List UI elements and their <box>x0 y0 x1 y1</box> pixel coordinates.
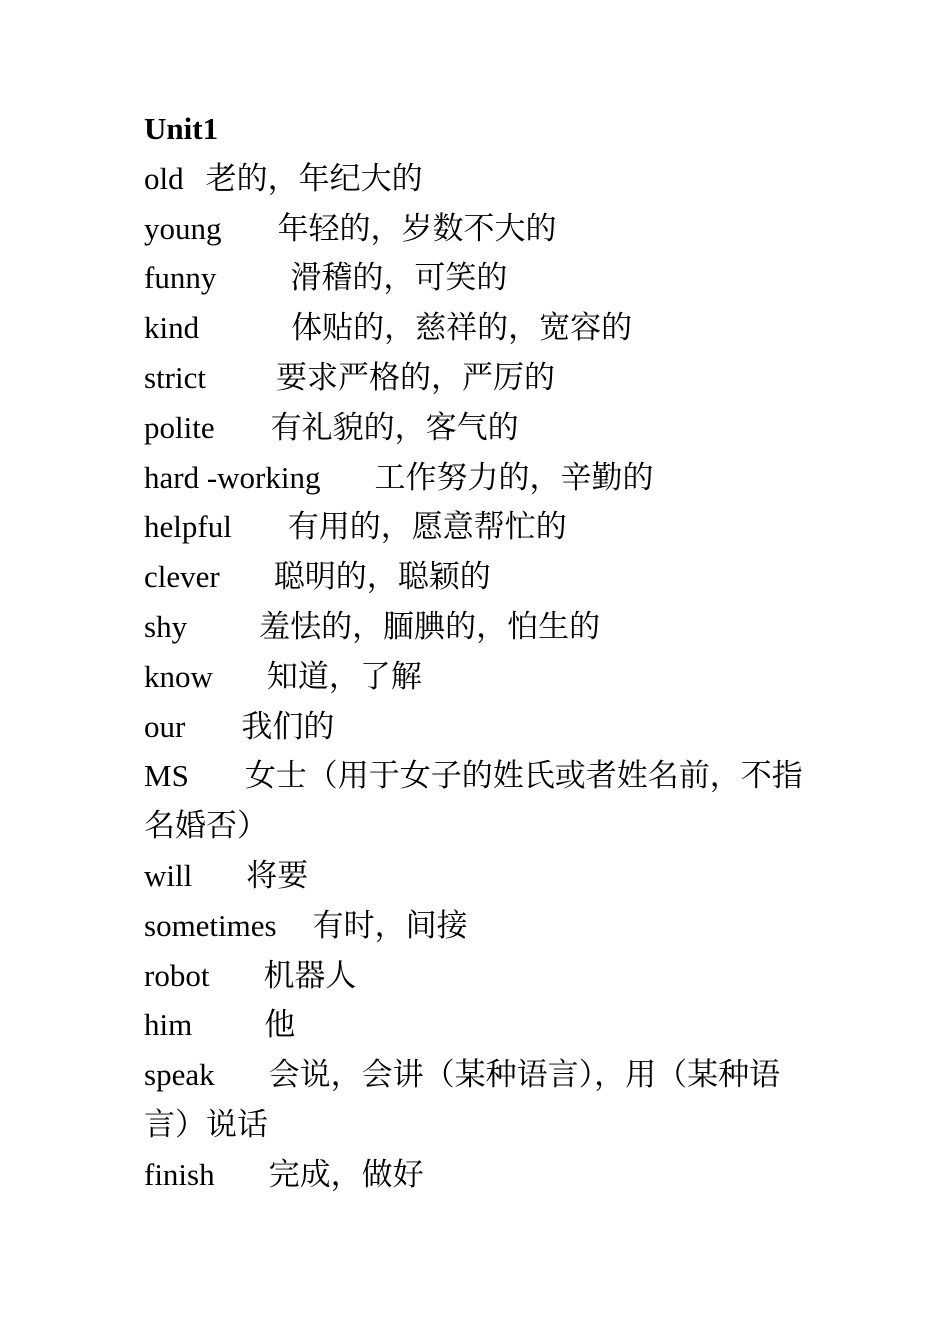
vocab-entry-our <box>144 702 824 752</box>
vocab-word: him <box>144 1007 193 1043</box>
vocab-word: young <box>144 210 222 246</box>
vocab-word: hard -working <box>144 459 321 495</box>
vocab-meaning: 老的，年纪大的 <box>205 160 423 196</box>
vocab-meaning: 有时，间接 <box>312 907 468 943</box>
vocab-entry-helpful <box>144 502 824 552</box>
vocab-word: funny <box>144 260 217 296</box>
vocab-entry-old <box>144 154 824 204</box>
vocabulary-page <box>144 104 824 1200</box>
vocab-meaning: 工作努力的，辛勤的 <box>374 459 654 495</box>
vocab-word: shy <box>144 608 188 644</box>
vocab-word: old <box>144 160 184 196</box>
vocab-meaning: 机器人 <box>263 957 357 993</box>
vocab-entry-funny <box>144 253 824 303</box>
vocab-entry-know <box>144 652 824 702</box>
vocab-word: polite <box>144 409 215 445</box>
vocab-meaning: 聪明的，聪颖的 <box>273 559 491 595</box>
vocab-meaning: 有用的，愿意帮忙的 <box>287 509 567 545</box>
vocab-entry-hard-working <box>144 453 824 503</box>
vocab-entry-finish <box>144 1150 824 1200</box>
vocab-meaning: 会说，会讲（某种语言），用（某种语言）说话 <box>144 1057 781 1142</box>
vocab-meaning: 女士（用于女子的姓氏或者姓名前，不指名婚否） <box>144 758 803 844</box>
vocab-meaning: 将要 <box>246 857 309 893</box>
vocab-word: sometimes <box>144 907 277 943</box>
vocab-meaning: 我们的 <box>241 708 335 744</box>
vocab-word: MS <box>144 758 189 794</box>
unit-title: Unit1 <box>144 111 219 146</box>
vocab-meaning: 滑稽的，可笑的 <box>290 260 508 296</box>
vocab-meaning: 完成，做好 <box>268 1156 424 1192</box>
vocab-meaning: 羞怯的，腼腆的，怕生的 <box>259 608 601 644</box>
vocab-entry-speak <box>144 1050 824 1150</box>
vocab-word: our <box>144 708 186 744</box>
vocab-entry-strict <box>144 353 824 403</box>
vocab-entry-him <box>144 1000 824 1050</box>
vocab-entry-young <box>144 204 824 254</box>
vocab-entry-robot <box>144 951 824 1001</box>
vocab-meaning: 体贴的，慈祥的，宽容的 <box>291 310 633 346</box>
vocab-word: kind <box>144 310 200 346</box>
vocab-word: finish <box>144 1156 215 1192</box>
vocab-word: will <box>144 857 193 893</box>
vocab-meaning: 年轻的，岁数不大的 <box>277 210 557 246</box>
vocab-entry-clever <box>144 552 824 602</box>
vocab-word: clever <box>144 559 220 595</box>
vocab-meaning: 要求严格的，严厉的 <box>276 359 555 395</box>
vocab-entry-kind <box>144 303 824 353</box>
vocab-word: strict <box>144 359 206 395</box>
vocab-entry-will <box>144 851 824 901</box>
vocab-entry-shy <box>144 602 824 652</box>
vocab-entry-polite <box>144 403 824 453</box>
vocab-word: know <box>144 658 213 694</box>
vocab-entry-sometimes <box>144 901 824 951</box>
vocab-entry-ms <box>144 751 824 851</box>
vocab-word: speak <box>144 1057 215 1093</box>
vocab-meaning: 知道，了解 <box>266 658 422 694</box>
vocab-meaning: 有礼貌的，客气的 <box>270 409 519 445</box>
vocab-word: helpful <box>144 509 232 545</box>
vocab-meaning: 他 <box>264 1007 296 1043</box>
vocab-word: robot <box>144 957 210 993</box>
